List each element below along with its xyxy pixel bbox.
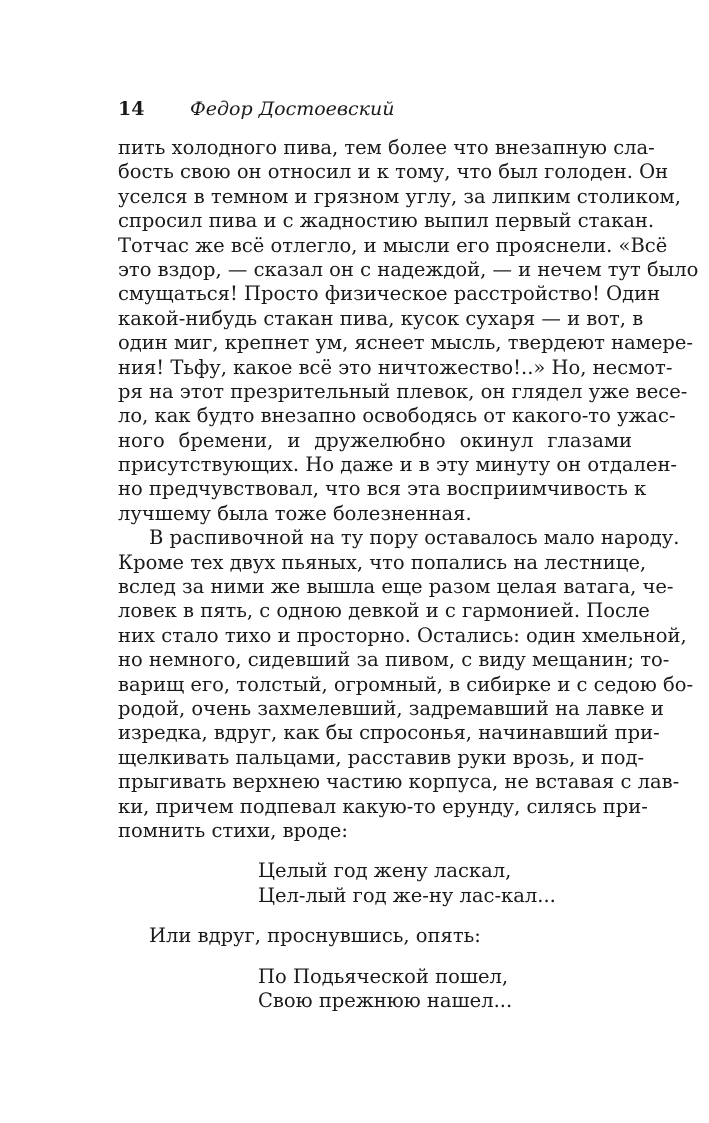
spacer xyxy=(118,908,632,924)
text-line: них стало тихо и просторно. Остались: один хмельной, xyxy=(118,623,687,647)
spacer xyxy=(118,843,632,859)
text-line: но предчувствовал, что вся эта восприимчивость к xyxy=(118,477,647,501)
text-line: ло, как будто внезапно освободясь от какого-то ужас- xyxy=(118,404,676,428)
text-line: пить холодного пива, тем более что внезапную сла- xyxy=(118,136,655,159)
page-number: 14 xyxy=(118,98,145,120)
text-line: родой, очень захмелевший, задремавший на лавке и xyxy=(118,696,664,720)
text-line: Кроме тех двух пьяных, что попались на лестнице, xyxy=(118,550,647,574)
text-line: но немного, сидевший за пивом, с виду мещанин; то- xyxy=(118,648,670,672)
text-line: ного бремени, и дружелюбно окинул глазами xyxy=(118,428,632,452)
text-line: варищ его, толстый, огромный, в сибирке и с седою бо- xyxy=(118,672,694,696)
paragraph-first-line: Или вдруг, проснувшись, опять: xyxy=(149,924,481,948)
text-line: вслед за ними же вышла еще разом целая ватага, че- xyxy=(118,575,674,599)
text-line: это вздор, — сказал он с надеждой, — и нечем тут было xyxy=(118,257,699,281)
text-line: бость свою он относил и к тому, что был голоден. Он xyxy=(118,160,669,184)
text-line: присутствующих. Но даже и в эту минуту он отдален- xyxy=(118,453,678,477)
text-line: изредка, вдруг, как бы спросонья, начинавший при- xyxy=(118,721,660,745)
text-line: Тотчас же всё отлегло, и мысли его прояснели. «Всё xyxy=(118,233,668,257)
text-line: ловек в пять, с одною девкой и с гармонией. После xyxy=(118,599,650,623)
text-line: ки, причем подпевал какую-то ерунду, силясь при- xyxy=(118,794,648,818)
running-head: Федор Достоевский xyxy=(190,98,395,120)
text-line: ния! Тьфу, какое всё это ничтожество!..» Но, несмот- xyxy=(118,355,673,379)
text-line: прыгивать верхнею частию корпуса, не вставая с лав- xyxy=(118,770,680,794)
text-line: один миг, крепнет ум, яснеет мысль, твердеют намере- xyxy=(118,331,694,355)
body-text xyxy=(118,136,699,1013)
text-line: помнить стихи, вроде: xyxy=(118,818,348,842)
text-line: лучшему была тоже болезненная. xyxy=(118,501,472,525)
text-line: ря на этот презрительный плевок, он глядел уже весе- xyxy=(118,379,688,403)
verse-line: Свою прежнюю нашел... xyxy=(258,988,513,1012)
text-line: смущаться! Просто физическое расстройство! Один xyxy=(118,282,661,306)
text-line: щелкивать пальцами, расставив руки врозь, и под- xyxy=(118,745,645,769)
paragraph-first-line: В распивочной на ту пору оставалось мало народу. xyxy=(149,526,680,550)
spacer xyxy=(118,949,632,965)
text-line: уселся в темном и грязном углу, за липким столиком, xyxy=(118,184,681,208)
text-line: спросил пива и с жадностию выпил первый стакан. xyxy=(118,209,655,233)
verse-line: Цел-лый год же-ну лас-кал... xyxy=(258,883,556,907)
verse-line: Целый год жену ласкал, xyxy=(258,859,512,883)
verse-line: По Подьяческой пошел, xyxy=(258,964,509,988)
text-line: какой-нибудь стакан пива, кусок сухаря — и вот, в xyxy=(118,306,644,330)
